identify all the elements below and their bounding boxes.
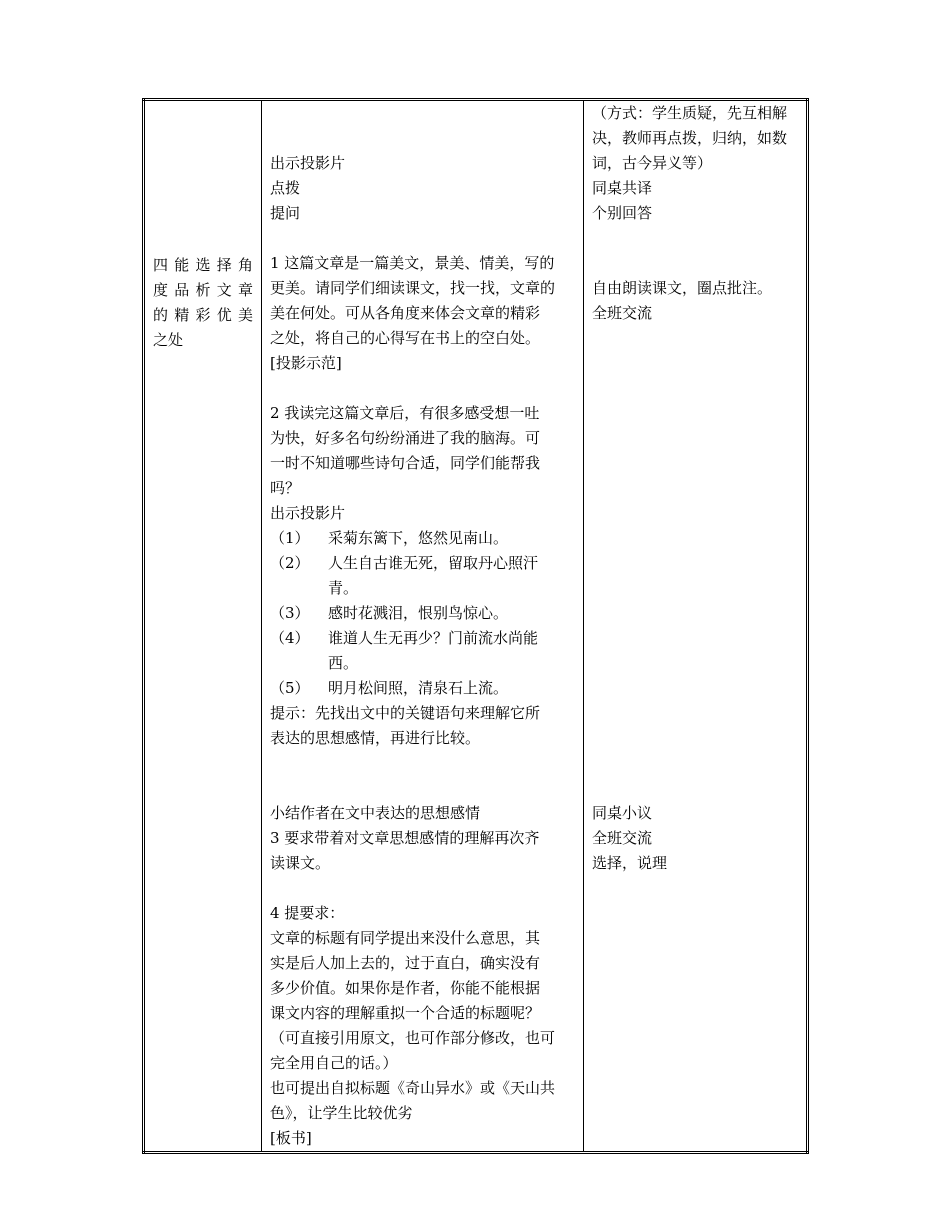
text-line: 点拨	[270, 179, 301, 197]
poem-line: 西。	[328, 654, 359, 672]
text-line: 4 提要求：	[270, 904, 345, 922]
question-2-block	[270, 401, 575, 526]
list-number: （4）	[270, 629, 310, 647]
text-line: （方式：学生质疑，先互相解	[592, 104, 788, 122]
poem-line: 谁道人生无再少？门前流水尚能	[328, 629, 539, 647]
text-line: 出示投影片	[270, 154, 346, 172]
table-row	[144, 100, 808, 1153]
list-item	[270, 551, 575, 601]
text-line: 实是后人加上去的，过于直白，确实没有	[270, 954, 541, 972]
stage-line: 四能选择角	[153, 256, 253, 274]
text-line: 为快，好多名句纷纷涌进了我的脑海。可	[270, 429, 541, 447]
text-line: 出示投影片	[270, 504, 346, 522]
text-line: 个别回答	[592, 204, 653, 222]
poem-list	[270, 526, 575, 701]
lesson-plan-table	[142, 98, 809, 1154]
teacher-activity-cell	[262, 100, 584, 1153]
text-line: 同桌共译	[592, 179, 653, 197]
text-line: 更美。请同学们细读课文，找一找，文章的	[270, 279, 556, 297]
student-block-1	[592, 101, 798, 226]
question-1-block	[270, 251, 575, 376]
text-line: 也可提出自拟标题《奇山异水》或《天山共	[270, 1079, 556, 1097]
list-number: （1）	[270, 529, 310, 547]
text-line: 1 这篇文章是一篇美文，景美、情美，写的	[270, 254, 555, 272]
question-3-block	[270, 801, 575, 876]
text-line: 之处，将自己的心得写在书上的空白处。	[270, 329, 541, 347]
stage-title	[153, 253, 253, 353]
text-line: 小结作者在文中表达的思想感情	[270, 804, 481, 822]
list-item	[270, 526, 575, 551]
text-line: 完全用自己的话。）	[270, 1054, 398, 1072]
text-line: 一时不知道哪些诗句合适，同学们能帮我	[270, 454, 541, 472]
poem-line: 青。	[328, 579, 359, 597]
stage-line: 度品析文章	[153, 281, 253, 299]
stage-line: 之处	[153, 331, 184, 349]
question-4-block	[270, 901, 575, 1151]
text-line: 全班交流	[592, 304, 653, 322]
hint-block	[270, 701, 575, 751]
text-line: 色》，让学生比较优劣	[270, 1104, 413, 1122]
list-item	[270, 601, 575, 626]
text-line: 美在何处。可从各角度来体会文章的精彩	[270, 304, 541, 322]
student-activity-cell	[584, 100, 808, 1153]
text-line: [板书]	[270, 1129, 312, 1147]
student-block-2	[592, 276, 798, 326]
list-item	[270, 626, 575, 676]
text-line: 吗？	[270, 479, 301, 497]
poem-line: 感时花溅泪，恨别鸟惊心。	[328, 604, 509, 622]
text-line: 选择，说理	[592, 854, 668, 872]
text-line: 多少价值。如果你是作者，你能不能根据	[270, 979, 541, 997]
text-line: [投影示范]	[270, 354, 342, 372]
list-number: （5）	[270, 679, 310, 697]
text-line: 表达的思想感情，再进行比较。	[270, 729, 481, 747]
list-number: （2）	[270, 554, 310, 572]
text-line: 词，古今异义等）	[592, 154, 713, 172]
text-line: 自由朗读课文，圈点批注。	[592, 279, 773, 297]
list-item	[270, 676, 575, 701]
text-line: 3 要求带着对文章思想感情的理解再次齐	[270, 829, 540, 847]
list-number: （3）	[270, 604, 310, 622]
text-line: 决，教师再点拨，归纳，如数	[592, 129, 788, 147]
text-line: 文章的标题有同学提出来没什么意思，其	[270, 929, 541, 947]
text-line: 全班交流	[592, 829, 653, 847]
text-line: （可直接引用原文，也可作部分修改，也可	[270, 1029, 556, 1047]
student-block-3	[592, 801, 798, 876]
text-line: 提问	[270, 204, 301, 222]
poem-line: 采菊东篱下，悠然见南山。	[328, 529, 509, 547]
poem-line: 明月松间照，清泉石上流。	[328, 679, 509, 697]
text-line: 提示：先找出文中的关键语句来理解它所	[270, 704, 541, 722]
text-line: 同桌小议	[592, 804, 653, 822]
stage-cell	[144, 100, 262, 1153]
text-line: 课文内容的理解重拟一个合适的标题呢？	[270, 1004, 541, 1022]
intro-block	[270, 151, 575, 226]
text-line: 2 我读完这篇文章后，有很多感受想一吐	[270, 404, 540, 422]
text-line: 读课文。	[270, 854, 331, 872]
stage-line: 的精彩优美	[153, 306, 253, 324]
poem-line: 人生自古谁无死，留取丹心照汗	[328, 554, 539, 572]
